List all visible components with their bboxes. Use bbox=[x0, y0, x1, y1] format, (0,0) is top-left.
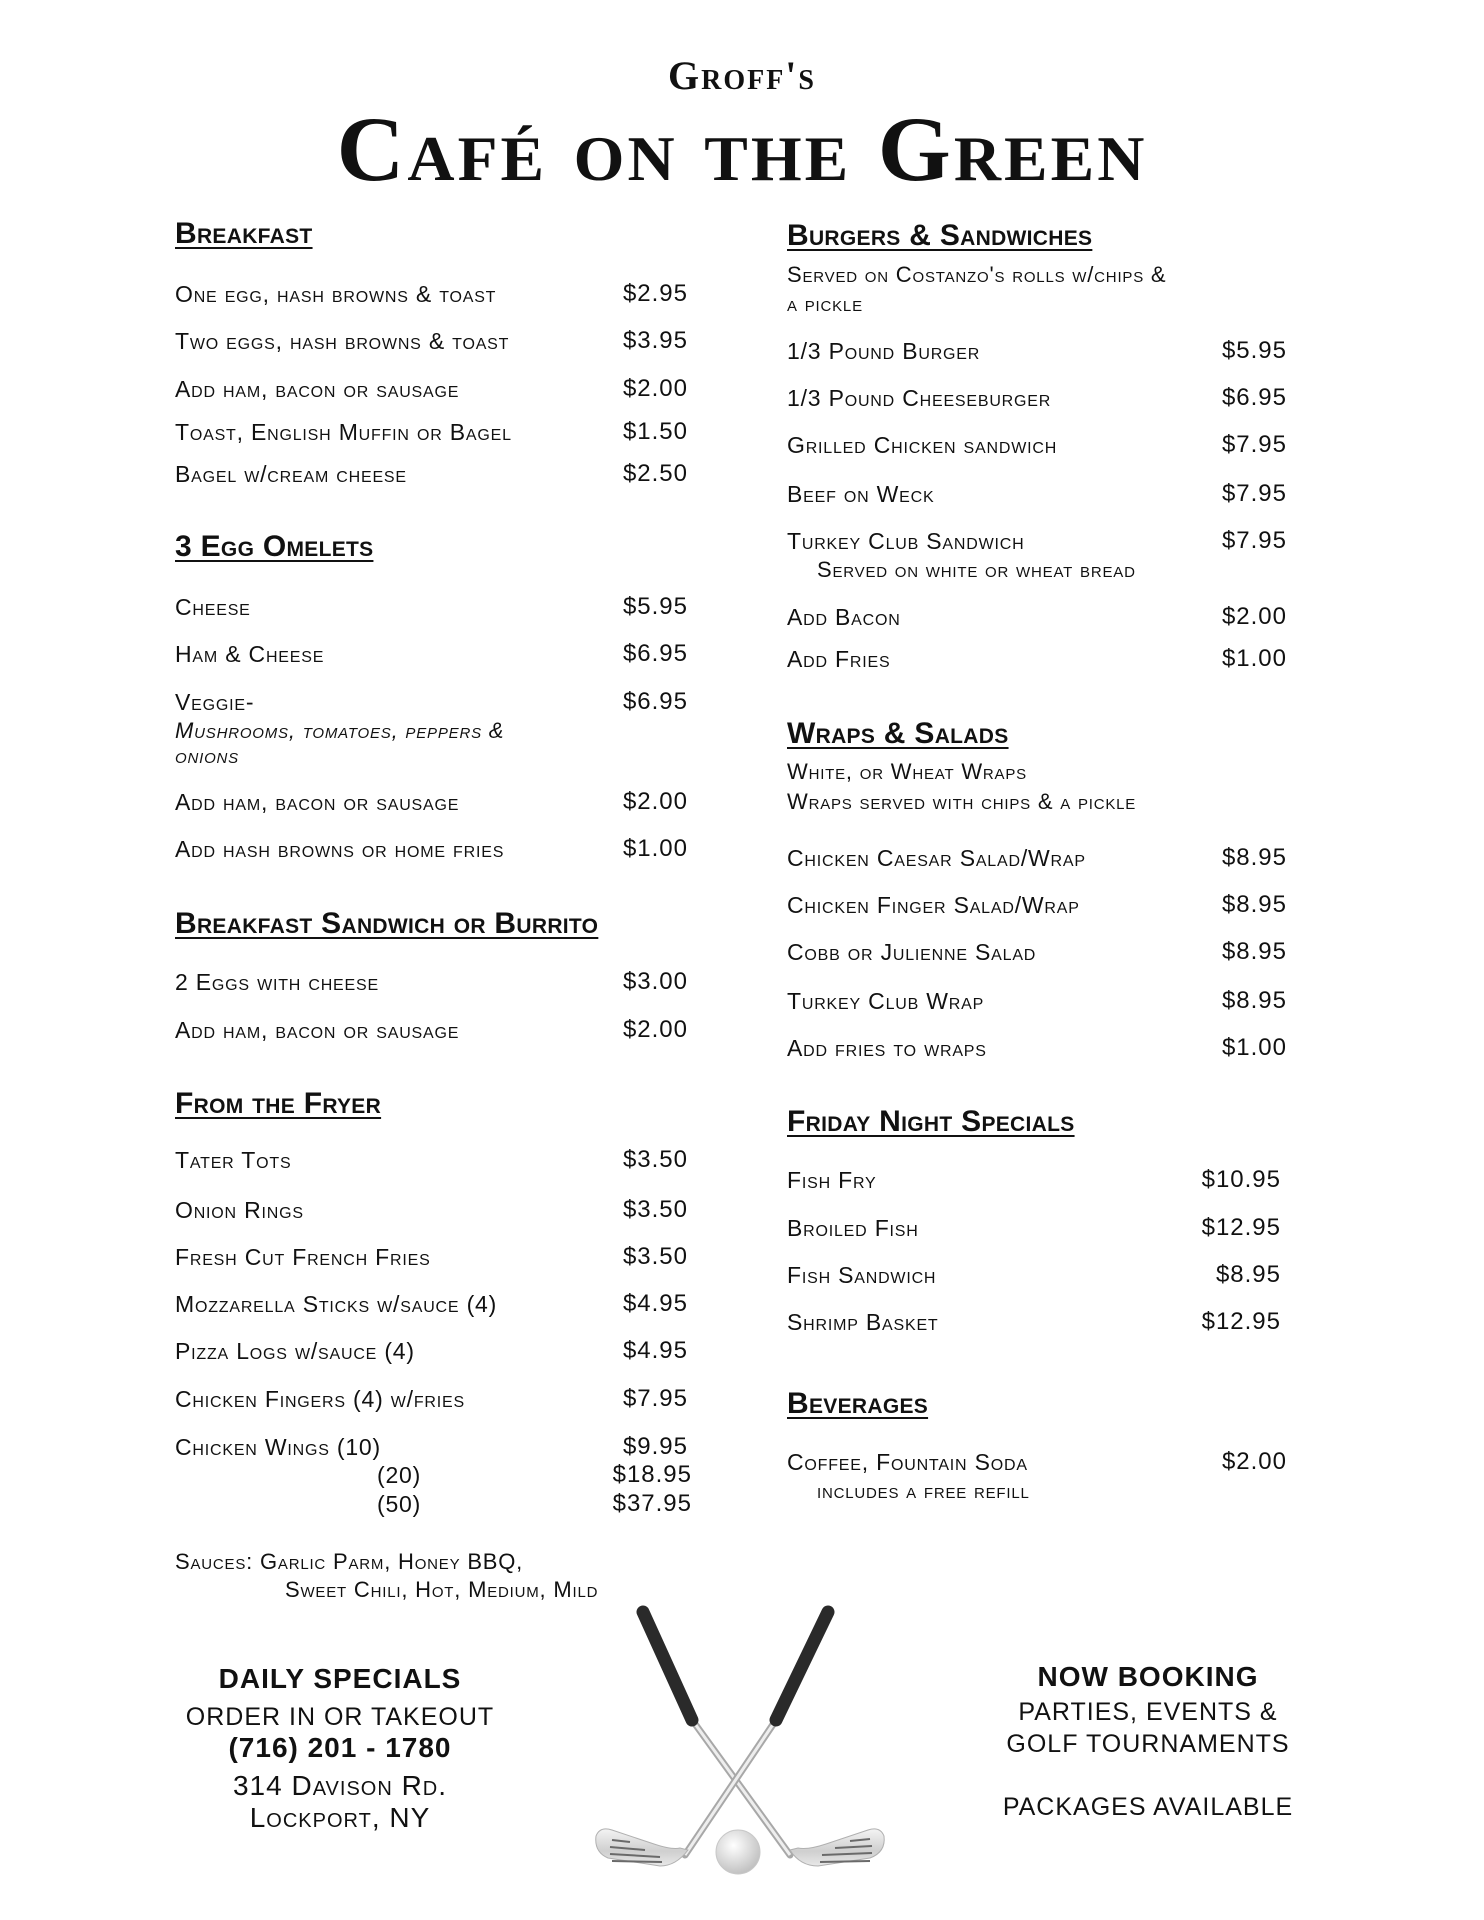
daily-specials-title: DAILY SPECIALS bbox=[218, 1663, 462, 1694]
item-label: Add ham, bacon or sausage bbox=[175, 376, 460, 402]
item-price: $3.00 bbox=[622, 968, 688, 995]
item-price: $2.00 bbox=[1221, 603, 1287, 630]
item-label: Coffee, Fountain Soda bbox=[787, 1449, 1028, 1475]
item-price: $18.95 bbox=[612, 1461, 692, 1488]
item-label: Add Bacon bbox=[787, 604, 901, 630]
item-label: Mozzarella Sticks w/sauce (4) bbox=[175, 1291, 498, 1317]
item-price: $3.50 bbox=[622, 1146, 688, 1173]
item-description: onions bbox=[175, 743, 239, 768]
item-label: Onion Rings bbox=[175, 1197, 304, 1223]
item-price: $12.95 bbox=[1201, 1308, 1281, 1335]
section-heading-beverages: Beverages bbox=[787, 1387, 929, 1420]
item-label: One egg, hash browns & toast bbox=[175, 281, 497, 307]
item-label: Two eggs, hash browns & toast bbox=[175, 328, 510, 354]
item-price: $1.00 bbox=[1221, 645, 1287, 672]
item-price: $2.00 bbox=[622, 788, 688, 815]
section-heading-burgers: Burgers & Sandwiches bbox=[787, 219, 1093, 252]
item-label: 2 Eggs with cheese bbox=[175, 969, 379, 995]
item-label: Add ham, bacon or sausage bbox=[175, 1017, 460, 1043]
item-price: $3.50 bbox=[622, 1196, 688, 1223]
item-label: Veggie- bbox=[175, 689, 255, 715]
city-state: Lockport, NY bbox=[249, 1802, 431, 1833]
section-description: a pickle bbox=[787, 291, 863, 316]
item-price: $6.95 bbox=[1221, 384, 1287, 411]
street-address: 314 Davison Rd. bbox=[232, 1770, 448, 1801]
item-label: Fish Fry bbox=[787, 1167, 877, 1193]
item-label: Shrimp Basket bbox=[787, 1309, 939, 1335]
section-description: Served on Costanzo's rolls w/chips & bbox=[787, 262, 1167, 287]
item-description: Mushrooms, tomatoes, peppers & bbox=[175, 718, 505, 743]
item-label: Cobb or Julienne Salad bbox=[787, 939, 1037, 965]
item-price: $6.95 bbox=[622, 688, 688, 715]
item-description: Served on white or wheat bread bbox=[817, 557, 1136, 582]
item-label: Fresh Cut French Fries bbox=[175, 1244, 431, 1270]
now-booking-title: NOW BOOKING bbox=[1037, 1661, 1259, 1692]
item-label: Chicken Fingers (4) w/fries bbox=[175, 1386, 465, 1412]
section-description: Wraps served with chips & a pickle bbox=[787, 789, 1137, 814]
item-label: Chicken Caesar Salad/Wrap bbox=[787, 845, 1086, 871]
item-price: $37.95 bbox=[612, 1490, 692, 1517]
item-label: 1/3 Pound Burger bbox=[787, 338, 981, 364]
item-label: Ham & Cheese bbox=[175, 641, 325, 667]
item-price: $2.00 bbox=[622, 375, 688, 402]
item-label: Add fries to wraps bbox=[787, 1035, 987, 1061]
item-price: $1.00 bbox=[622, 835, 688, 862]
item-price: $1.00 bbox=[1221, 1034, 1287, 1061]
section-heading-wraps: Wraps & Salads bbox=[787, 717, 1009, 750]
item-price: $12.95 bbox=[1201, 1214, 1281, 1241]
booking-golf-text: GOLF TOURNAMENTS bbox=[1006, 1730, 1290, 1758]
item-price: $2.00 bbox=[1221, 1448, 1287, 1475]
item-label: Chicken Finger Salad/Wrap bbox=[787, 892, 1080, 918]
item-price: $7.95 bbox=[622, 1385, 688, 1412]
item-price: $5.95 bbox=[622, 593, 688, 620]
section-heading-breakfast-sandwich: Breakfast Sandwich or Burrito bbox=[175, 907, 599, 940]
item-description: includes a free refill bbox=[817, 1478, 1030, 1503]
item-price: $7.95 bbox=[1221, 431, 1287, 458]
item-price: $1.50 bbox=[622, 418, 688, 445]
crossed-golf-clubs-icon bbox=[560, 1580, 900, 1900]
item-label: Add hash browns or home fries bbox=[175, 836, 505, 862]
section-heading-friday-specials: Friday Night Specials bbox=[787, 1105, 1075, 1138]
order-type-text: ORDER IN OR TAKEOUT bbox=[185, 1703, 495, 1731]
booking-events-text: PARTIES, EVENTS & bbox=[1018, 1698, 1278, 1726]
sauces-list: Sauces: Garlic Parm, Honey BBQ, bbox=[175, 1549, 524, 1574]
item-price: $8.95 bbox=[1221, 938, 1287, 965]
item-label: Add Fries bbox=[787, 646, 891, 672]
item-price: $3.95 bbox=[622, 327, 688, 354]
item-label: (20) bbox=[377, 1462, 422, 1488]
item-price: $2.50 bbox=[622, 460, 688, 487]
item-price: $3.50 bbox=[622, 1243, 688, 1270]
item-label: Tater Tots bbox=[175, 1147, 292, 1173]
sauces-list: Sweet Chili, Hot, Medium, Mild bbox=[285, 1577, 599, 1602]
item-price: $9.95 bbox=[622, 1433, 688, 1460]
item-price: $2.95 bbox=[622, 280, 688, 307]
item-label: Fish Sandwich bbox=[787, 1262, 937, 1288]
item-price: $8.95 bbox=[1221, 891, 1287, 918]
section-heading-fryer: From the Fryer bbox=[175, 1087, 382, 1120]
item-label: Turkey Club Wrap bbox=[787, 988, 985, 1014]
phone-number[interactable]: (716) 201 - 1780 bbox=[228, 1732, 452, 1763]
item-price: $4.95 bbox=[622, 1337, 688, 1364]
item-price: $8.95 bbox=[1215, 1261, 1281, 1288]
section-heading-omelets: 3 Egg Omelets bbox=[175, 530, 374, 563]
item-price: $2.00 bbox=[622, 1016, 688, 1043]
item-price: $7.95 bbox=[1221, 527, 1287, 554]
restaurant-title: Café on the Green bbox=[336, 98, 1148, 200]
restaurant-owner-name: Groff's bbox=[667, 53, 816, 98]
item-label: Chicken Wings (10) bbox=[175, 1434, 381, 1460]
packages-available-text: PACKAGES AVAILABLE bbox=[1002, 1793, 1294, 1821]
item-label: Turkey Club Sandwich bbox=[787, 528, 1025, 554]
item-label: Cheese bbox=[175, 594, 251, 620]
section-description: White, or Wheat Wraps bbox=[787, 759, 1027, 784]
item-label: Bagel w/cream cheese bbox=[175, 461, 407, 487]
item-label: Beef on Weck bbox=[787, 481, 935, 507]
item-price: $10.95 bbox=[1201, 1166, 1281, 1193]
section-heading-breakfast: Breakfast bbox=[175, 217, 313, 250]
item-price: $8.95 bbox=[1221, 844, 1287, 871]
item-price: $8.95 bbox=[1221, 987, 1287, 1014]
item-label: Broiled Fish bbox=[787, 1215, 919, 1241]
item-price: $5.95 bbox=[1221, 337, 1287, 364]
item-label: (50) bbox=[377, 1491, 422, 1517]
item-price: $6.95 bbox=[622, 640, 688, 667]
item-label: Pizza Logs w/sauce (4) bbox=[175, 1338, 415, 1364]
item-label: Grilled Chicken sandwich bbox=[787, 432, 1058, 458]
item-label: 1/3 Pound Cheeseburger bbox=[787, 385, 1052, 411]
item-label: Toast, English Muffin or Bagel bbox=[175, 419, 512, 445]
item-price: $7.95 bbox=[1221, 480, 1287, 507]
item-label: Add ham, bacon or sausage bbox=[175, 789, 460, 815]
item-price: $4.95 bbox=[622, 1290, 688, 1317]
